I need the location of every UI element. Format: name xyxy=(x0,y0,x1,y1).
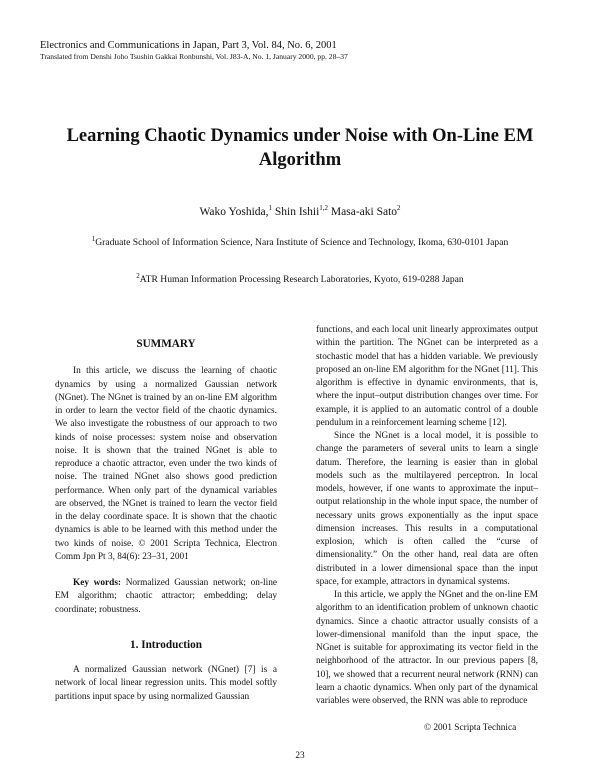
keywords-paragraph xyxy=(55,577,277,617)
author-affiliation-mark: 2 xyxy=(397,204,401,213)
spacer xyxy=(55,564,277,577)
keywords-text: Normalized Gaussian network; on-line EM algorithm; chaotic attractor; embedding; delay coordinate; robustness. xyxy=(55,578,277,615)
author-affiliation-mark: 1 xyxy=(268,204,272,213)
author-list xyxy=(60,206,540,218)
translation-note: Translated from Denshi Joho Tsushin Gakkai Ronbunshi, Vol. J83-A, No. 1, January 2000, pp. 28–37 xyxy=(40,52,348,61)
affiliation-mark: 2 xyxy=(136,271,140,280)
affiliation-1 xyxy=(20,234,580,248)
author-name: Masa-aki Sato xyxy=(330,206,398,218)
intro-paragraph-2: Since the NGnet is a local model, it is possible to change the parameters of several units to learn a single datum. Therefore, the learning is easier than in global models such as the multilayered perceptron. In local models, however, if one wants to approximate the input–output relationship in the whole input space, the number of necessary units grows exponentially as the input space dimension increases. This results in a computational explosion, which is often called the “curse of dimensionality.” On the other hand, real data are often distributed in a lower dimensional space than the input space, for example, attractors in dynamical systems. xyxy=(316,431,538,587)
intro-paragraph-1-continued: functions, and each local unit linearly approximates output within the partition. The NGnet can be interpreted as a stochastic model that has a hidden variable. We previously proposed an on-line EM algorithm for the NGnet [11]. This algorithm is effective in dynamic environments, that is, where the input–output distribution changes over time. For example, it is applied to an automatic control of a double pendulum in a reinforcement learning scheme [12]. xyxy=(316,325,538,428)
copyright-notice: © 2001 Scripta Technica xyxy=(424,723,517,733)
intro-paragraph-3: In this article, we apply the NGnet and the on-line EM algorithm to an identification problem of unknown chaotic dynamics. Since a chaotic attractor usually consists of a lower-dimensional manifold than the input space, the NGnet is suitable for approximating its vector field in the neighborhood of the attractor. In our previous papers [8, 10], we showed that a recurrent neural network (RNN) can learn a chaotic dynamics. When only part of the dynamical variables were observed, the RNN was able to reproduce xyxy=(316,590,538,706)
affiliation-text: Graduate School of Information Science, Nara Institute of Science and Technology, Ikoma, 630-0101 Japan xyxy=(95,237,509,248)
affiliation-text: ATR Human Information Processing Research Laboratories, Kyoto, 619-0288 Japan xyxy=(139,274,464,285)
journal-citation: Electronics and Communications in Japan, Part 3, Vol. 84, No. 6, 2001 xyxy=(40,40,337,51)
introduction-heading: 1. Introduction xyxy=(130,638,202,651)
author-name: Wako Yoshida, xyxy=(199,206,269,218)
affiliation-mark: 1 xyxy=(91,234,96,243)
summary-paragraph: In this article, we discuss the learning of chaotic dynamics by using a normalized Gaussian network (NGnet). The NGnet is trained by an on-line EM algorithm in order to learn the vector field of the chaotic dynamics. We also investigate the robustness of our approach to two kinds of noise processes: system noise and observation noise. It is shown that the trained NGnet is able to reproduce a chaotic attractor, even under the two kinds of noise. The trained NGnet also shows good prediction performance. When only part of the dynamical variables are observed, the NGnet is trained to learn the vector field in the delay coordinate space. It is shown that the chaotic dynamics is able to be learned with this method under the two kinds of noise. © 2001 Scripta Technica, Electron Comm Jpn Pt 3, 84(6): 23–31, 2001 xyxy=(55,366,277,562)
author-affiliation-mark: 1,2 xyxy=(319,204,329,213)
left-column xyxy=(55,324,277,704)
page-number: 23 xyxy=(295,751,305,761)
paper-title: Learning Chaotic Dynamics under Noise with On-Line EM Algorithm xyxy=(66,126,534,170)
affiliation-2 xyxy=(20,271,580,285)
right-column xyxy=(316,324,538,708)
keywords-label: Key words: xyxy=(73,578,122,588)
summary-heading: SUMMARY xyxy=(136,338,196,350)
author-name: Shin Ishii xyxy=(274,206,320,218)
intro-paragraph-1: A normalized Gaussian network (NGnet) [7] is a network of local linear regression units. This model softly partitions input space by using normalized Gaussian xyxy=(55,665,277,702)
